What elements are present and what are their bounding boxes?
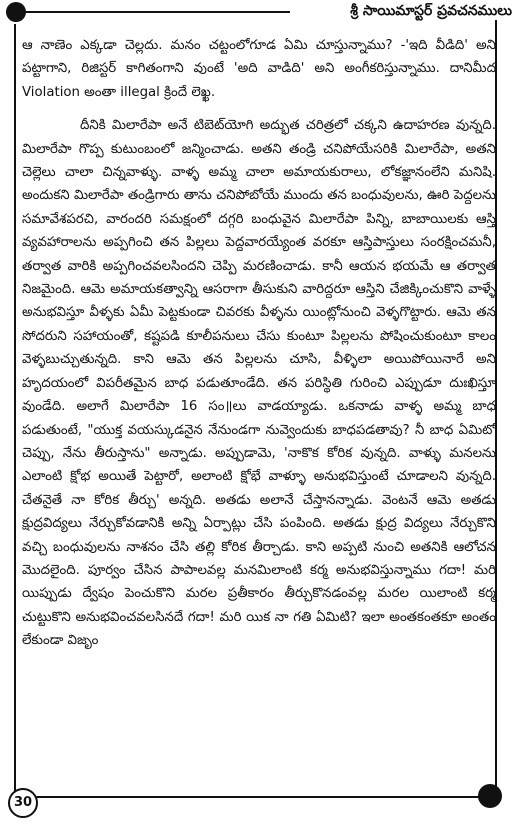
- header-rule: [18, 11, 290, 13]
- page-body: [22, 34, 496, 653]
- footer-bullet-dot: [478, 784, 502, 808]
- paragraph-1: ఆ నాణెం ఎక్కడా చెల్లదు. మనం చట్టంలోగూడ ఏమి చూస్తున్నాము? -'ఇది వీడిది' అని పట్టాగాని, రిజిస్టర్ కాగితంగాని వుంటే 'అది వాడిది' అని అంగీకరిస్తున్నాము. దానిమీద Violation అంతా illegal క్రిందే లెఖ్ఖ.: [22, 38, 496, 100]
- book-title: శ్రీ సాయిమాస్టర్ ప్రవచనములు: [350, 3, 512, 19]
- page-header: [0, 0, 520, 26]
- page-number: 30: [8, 788, 38, 818]
- paragraph-2: దీనికి మిలారేపా అనే టిబెట్‌యోగి అద్భుత చరిత్రలో చక్కని ఉదాహరణ వున్నది. మిలారేపా గొప్ప కుటుంబంలో జన్మించాడు. అతని తండ్రి చనిపోయేసరికి మిలారేపా, అతని చెల్లెలు చాలా చిన్నవాళ్ళు. వాళ్ళ అమ్మ చాలా అమాయకురాలు, లోకజ్ఞానంలేని మనిషి. అందుకని మిలారేపా తండ్రిగారు తాను చనిపోబోయే ముందు తన బంధువులను, ఊరి పెద్దలను సమావేశపరచి, వారందరి సమక్షంలో దగ్గరి బంధువైన మిలారేపా పిన్ని, బాబాయిలకు ఆస్తి వ్యవహారాలను అప్పగించి తన పిల్లలు పెద్దవారయ్యేంత వరకూ ఆస్తిపాస్తులు సంరక్షించమనీ, తర్వాత వారికి అప్పగించవలసిందని చెప్పి మరణించాడు. కానీ ఆయన భయమే ఆ తర్వాత నిజమైంది. ఆమె అమాయకత్వాన్ని ఆసరాగా తీసుకుని వారిద్దరూ ఆస్తిని చేజిక్కించుకొని వాళ్ళే అనుభవిస్తూ వీళ్ళకు ఏమీ పెట్టకుండా చివరకు వీళ్ళను యింట్లోనుంచి వెళ్ళగొట్టారు. ఆమె తన సోదరుని సహాయంతో, కష్టపడి కూలీపనులు చేసు కుంటూ పిల్లలను పోషించుకుంటూ కాలం వెళ్ళబుచ్చుతున్నది. కాని ఆమె తన పిల్లలను చూసి, వీళ్ళిలా అయిపోయినారే అని హృదయంలో విపరీతమైన బాధ పడుతూండేది. తన పరిస్థితి గురించి ఎప్పుడూ దుఃఖిస్తూ వుండేది. అలాగే మిలారేపా 16 సం॥లు వాడయ్యాడు. ఒకనాడు వాళ్ళ అమ్మ బాధ పడుతుంటే, "యుక్త వయస్కుడనైన నేనుండగా నువ్వెందుకు బాధపడతావు? నీ బాధ ఏమిటో చెప్పు, నేను తీరుస్తాను" అన్నాడు. అప్పుడామె, 'నాకొక కోరిక వున్నది. వాళ్ళు మనలను ఎలాంటి క్షోభ అయితే పెట్టారో, అలాంటి క్షోభే వాళ్ళూ అనుభవిస్తుంటే చూడాలని వున్నది. చేతనైతే నా కోరిక తీర్చు' అన్నది. అతడు అలానే చేస్తానన్నాడు. వెంటనే ఆమె అతడు క్షుద్రవిద్యలు నేర్చుకోవడానికి అన్ని ఏర్పాట్లు చేసి పంపింది. అతడు క్షుద్ర విద్యలు నేర్చుకొని వచ్చి బంధువులను నాశనం చేసి తల్లి కోరిక తీర్చాడు. కాని అప్పటి నుంచి అతనికి ఆలోచన మొదలైంది. పూర్వం చేసిన పాపాలవల్ల మనమిలాంటి కర్మ అనుభవిస్తున్నాము గదా! మరి యిప్పుడు ద్వేషం పెంచుకొని మరల ప్రతీకారం తీర్చుకొనడంవల్ల మరల యిలాంటి కర్మ చుట్టుకొని అనుభవించవలసినదే గదా! మరి యిక నా గతి ఏమిటి? ఇలా అంతకంతకూ అంతం లేకుండా విజృం: [22, 118, 496, 649]
